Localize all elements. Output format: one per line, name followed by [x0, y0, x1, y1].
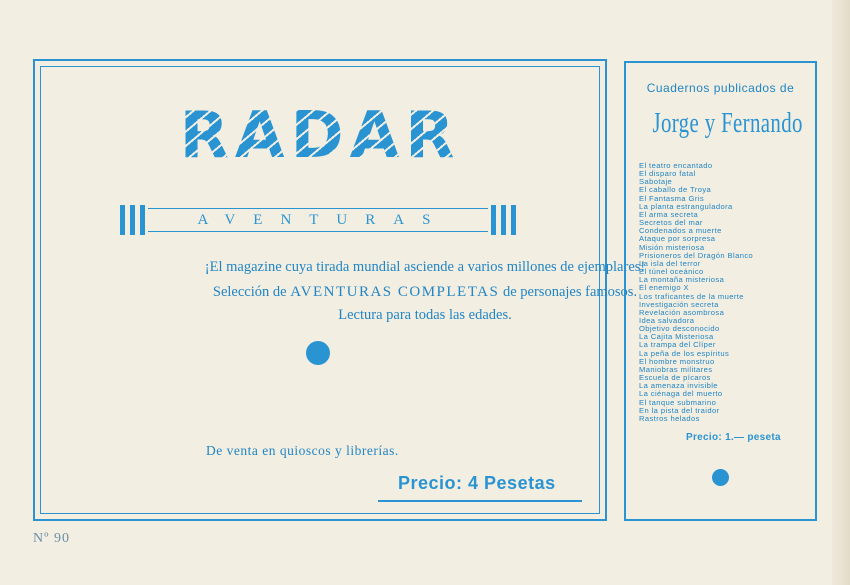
list-item: La Cajita Misteriosa — [639, 332, 714, 342]
bar-right-3 — [511, 205, 516, 235]
list-item: El arma secreta — [639, 209, 699, 219]
ad-selection-caps: AVENTURAS COMPLETAS — [290, 284, 500, 300]
ad-selection-post: de personajes famosos. — [499, 284, 638, 300]
list-item: Los traficantes de la muerte — [639, 291, 744, 301]
list-item: Rastros helados — [639, 413, 700, 423]
list-item: Idea salvadora — [639, 315, 695, 325]
list-item: La peña de los espíritus — [639, 348, 730, 358]
list-heading: Cuadernos publicados de — [646, 81, 795, 95]
list-item: El tanque submarino — [639, 397, 717, 407]
bar-left-3 — [140, 205, 145, 235]
page-edge — [832, 0, 850, 585]
list-item: Secretos del mar — [639, 218, 703, 228]
list-item: Condenados a muerte — [639, 226, 722, 236]
list-item: Objetivo desconocido — [639, 324, 720, 334]
bar-left-1 — [120, 205, 125, 235]
sale-text: De venta en quioscos y librerías. — [206, 443, 399, 458]
list-item: Misión misteriosa — [639, 242, 705, 252]
dot-ornament — [306, 341, 330, 365]
dot-ornament-small — [712, 469, 729, 486]
issue-number: Nº 90 — [33, 531, 70, 546]
bar-left-2 — [130, 205, 135, 235]
ad-price: Precio: 4 Pesetas — [398, 473, 556, 493]
list-item: Revelación asombrosa — [639, 307, 725, 317]
list-item: Prisioneros del Dragón Blanco — [639, 250, 754, 260]
bar-right-1 — [491, 205, 496, 235]
list-price: Precio: 1.— peseta — [686, 432, 781, 443]
list-item: En la pista del traidor — [639, 405, 720, 415]
list-item: La trampa del Clíper — [639, 340, 716, 350]
list-item: La amenaza invisible — [639, 381, 718, 391]
list-item: Maniobras militares — [639, 364, 713, 374]
price-underline — [378, 500, 582, 502]
list-item: El teatro encantado — [639, 161, 713, 170]
list-item: El caballo de Troya — [639, 185, 712, 195]
list-item: La ciénaga del muerto — [639, 389, 723, 399]
bar-right-2 — [501, 205, 506, 235]
series-title: Jorge y Fernando — [652, 107, 803, 139]
list-item: Investigación secreta — [639, 299, 719, 309]
list-item: Sabotaje — [639, 177, 673, 187]
aventuras-banner — [120, 205, 516, 235]
list-item: El enemigo X — [639, 283, 689, 293]
list-item: El Fantasma Gris — [639, 193, 705, 203]
ad-selection-pre: Selección de — [212, 284, 291, 300]
radar-logo: RADAR — [179, 99, 461, 173]
list-item: El hombre monstruo — [639, 356, 715, 366]
ad-tagline: ¡El magazine cuya tirada mundial asciende a varios millones de ejemplares! — [204, 259, 646, 275]
list-item: La planta estranguladora — [639, 201, 733, 211]
list-item: La isla del terror — [639, 258, 701, 268]
ad-reading-line: Lectura para todas las edades. — [338, 307, 512, 323]
list-item: El túnel oceánico — [639, 267, 704, 277]
list-item: Ataque por sorpresa — [639, 234, 716, 244]
list-item: La montaña misteriosa — [639, 275, 725, 285]
list-item: Escuela de pícaros — [639, 373, 711, 383]
published-list-panel — [624, 61, 817, 521]
aventuras-subtitle: AVENTURAS — [148, 208, 488, 232]
list-item: El disparo fatal — [639, 169, 696, 179]
titles-list — [639, 162, 753, 423]
